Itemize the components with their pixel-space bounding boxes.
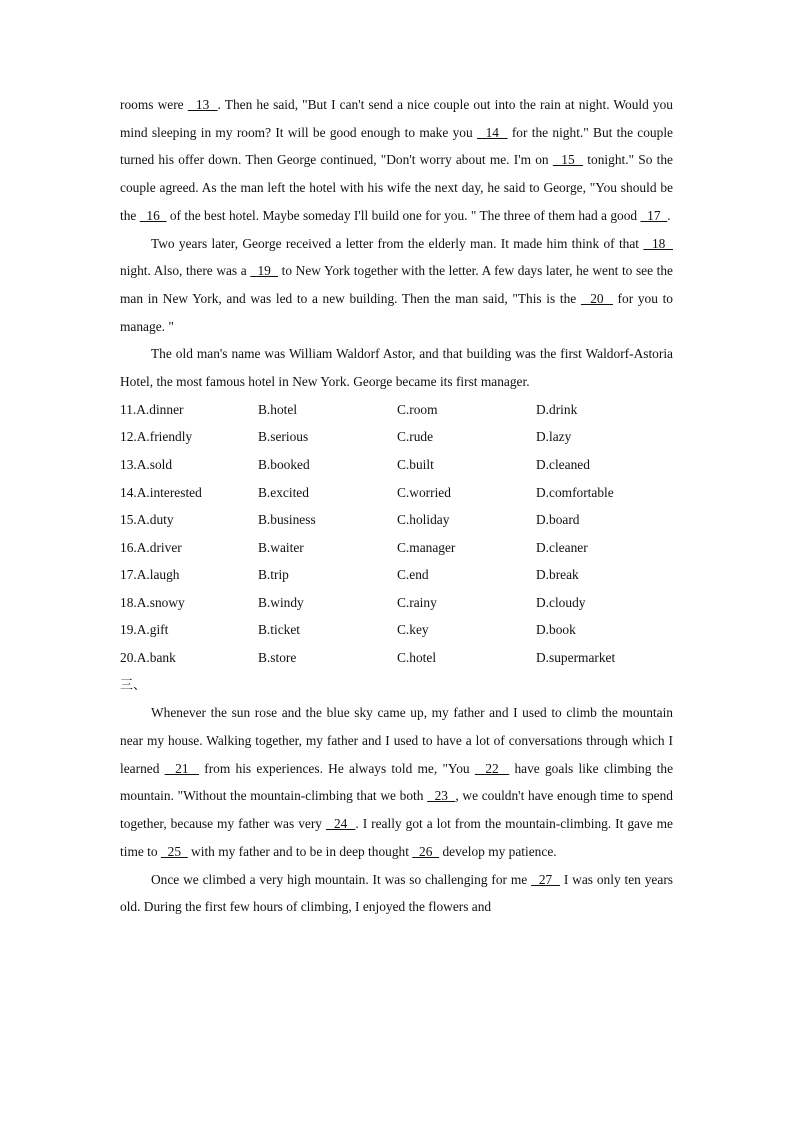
option-choice: C.built: [397, 456, 434, 472]
option-choice: D.drink: [536, 401, 578, 417]
option-choice: B.excited: [258, 484, 309, 500]
answer-blank: 22: [474, 760, 510, 776]
option-choice: 19.A.gift: [120, 622, 169, 638]
option-choice: C.end: [397, 567, 429, 583]
option-choice: 18.A.snowy: [120, 594, 185, 610]
option-choice: 20.A.bank: [120, 650, 176, 666]
option-choice: C.key: [397, 622, 429, 638]
option-row: [120, 589, 673, 617]
passage-text: Two years later, George received a letter from the elderly man. It made him think of that: [151, 235, 644, 251]
answer-blank: 26: [412, 843, 440, 859]
passage1-paragraph3: The old man's name was William Waldorf Astor, and that building was the first Waldorf-Astoria Hotel, the most famous hotel in New York. George became its first manager.: [120, 346, 673, 390]
option-choice: D.comfortable: [536, 484, 614, 500]
option-choice: D.supermarket: [536, 650, 616, 666]
option-choice: D.break: [536, 567, 579, 583]
answer-blank: 13: [187, 97, 218, 112]
option-choice: B.business: [258, 512, 316, 528]
answer-blank: 18: [643, 235, 673, 251]
option-choice: D.cleaner: [536, 539, 588, 555]
passage-text: from his experiences. He always told me, "You: [199, 760, 475, 776]
option-row: [120, 506, 673, 534]
answer-blank: 15: [552, 152, 584, 168]
option-choice: 14.A.interested: [120, 484, 202, 500]
document-page: [120, 91, 673, 921]
option-choice: C.worried: [397, 484, 451, 500]
option-choice: B.windy: [258, 594, 304, 610]
option-choice: 16.A.driver: [120, 539, 182, 555]
passage-text: .: [667, 207, 671, 223]
option-choice: B.ticket: [258, 622, 301, 638]
answer-blank: 17: [640, 207, 668, 223]
answer-blank: 24: [325, 816, 356, 832]
passage1-paragraph2: [120, 230, 673, 341]
answer-blank: 16: [139, 207, 167, 223]
option-choice: 12.A.friendly: [120, 429, 193, 445]
answer-blank: 23: [427, 788, 456, 804]
option-choice: B.booked: [258, 456, 310, 472]
option-row: [120, 479, 673, 507]
option-choice: D.cloudy: [536, 594, 586, 610]
answer-blank: 25: [160, 843, 188, 859]
option-choice: 13.A.sold: [120, 456, 173, 472]
option-row: [120, 396, 673, 424]
passage-text: rooms were: [120, 97, 188, 112]
answer-blank: 19: [250, 263, 279, 279]
option-choice: C.holiday: [397, 512, 450, 528]
options-table: [120, 396, 673, 672]
option-choice: B.serious: [258, 429, 309, 445]
option-choice: C.rainy: [397, 594, 437, 610]
option-choice: B.hotel: [258, 401, 298, 417]
passage-text: develop my patience.: [439, 843, 557, 859]
answer-blank: 21: [164, 760, 199, 776]
option-row: [120, 423, 673, 451]
option-choice: C.manager: [397, 539, 456, 555]
passage2-paragraph2: [120, 866, 673, 921]
passage-text: . I really got a lot from the mountain-climbing. It gave me time to: [120, 816, 673, 859]
option-row: [120, 644, 673, 672]
option-choice: 15.A.duty: [120, 512, 174, 528]
option-row: [120, 534, 673, 562]
passage-text: . Then he said, "But I can't send a nice couple out into the rain at night. Would you mind sleeping in my room? It will be good enough to make you: [120, 97, 674, 140]
option-choice: D.book: [536, 622, 576, 638]
answer-blank: 20: [580, 290, 613, 306]
passage-text: have goals like climbing the mountain. "Without the mountain-climbing that we both: [120, 760, 674, 804]
option-row: [120, 616, 673, 644]
passage-text: , we couldn't have enough time to spend together, because my father was very: [120, 788, 673, 832]
option-row: [120, 561, 673, 589]
passage1-paragraph1: [120, 91, 673, 230]
option-choice: C.room: [397, 401, 438, 417]
option-choice: B.waiter: [258, 539, 304, 555]
option-choice: B.store: [258, 650, 297, 666]
option-choice: D.lazy: [536, 429, 572, 445]
option-choice: D.board: [536, 512, 580, 528]
passage-text: for the night." But the couple turned his offer down. Then George continued, "Don't worry about me. I'm on: [120, 124, 673, 168]
passage-text: I was only ten years old. During the first few hours of climbing, I enjoyed the flowers and: [120, 871, 673, 915]
option-choice: 17.A.laugh: [120, 567, 180, 583]
passage-text: for you to manage. ": [120, 290, 673, 334]
passage-text: to New York together with the letter. A few days later, he went to see the man in New York, and was led to a new building. Then the man said, "This is the: [120, 263, 674, 306]
answer-blank: 27: [531, 871, 560, 887]
passage-text: of the best hotel. Maybe someday I'll build one for you. " The three of them had a good: [166, 207, 641, 223]
passage-text: Once we climbed a very high mountain. It was so challenging for me: [151, 871, 532, 887]
option-choice: C.rude: [397, 429, 434, 445]
section-heading: 三、: [120, 677, 147, 693]
option-choice: 11.A.dinner: [120, 401, 184, 417]
option-choice: D.cleaned: [536, 456, 590, 472]
option-choice: C.hotel: [397, 650, 437, 666]
passage-text: night. Also, there was a: [120, 263, 251, 279]
answer-blank: 14: [477, 124, 508, 140]
passage2-paragraph1: [120, 699, 673, 865]
option-choice: B.trip: [258, 567, 289, 583]
passage-text: Whenever the sun rose and the blue sky came up, my father and I used to climb the mountain near my house. Walking together, my father and I used to have a lot of conversations through which I learned: [120, 705, 673, 776]
passage-text: tonight." So the couple agreed. As the man left the hotel with his wife the next day, he said to George, "You should be the: [120, 152, 673, 223]
passage-text: with my father and to be in deep thought: [187, 843, 413, 859]
option-row: [120, 451, 673, 479]
